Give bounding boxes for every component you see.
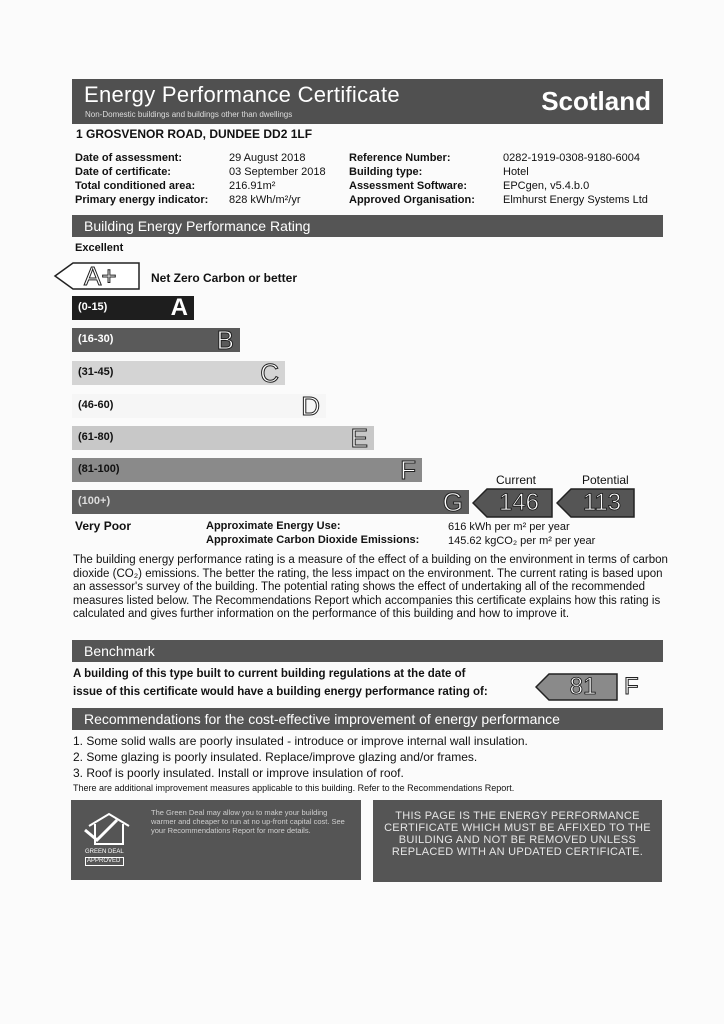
band-a xyxy=(72,296,194,320)
detail-label: Total conditioned area: xyxy=(75,180,196,192)
detail-value: 828 kWh/m²/yr xyxy=(229,194,301,206)
aplus-description: Net Zero Carbon or better xyxy=(151,271,298,285)
band-b xyxy=(72,325,240,355)
detail-value: Elmhurst Energy Systems Ltd xyxy=(503,194,648,206)
detail-label: Reference Number: xyxy=(349,152,451,164)
energy-use-value: 616 kWh per m² per year xyxy=(448,521,570,533)
recommendation-item: 1. Some solid walls are poorly insulated - introduce or improve internal wall insulation. xyxy=(73,734,528,748)
badge-line: GREEN DEAL xyxy=(85,849,124,855)
detail-value: 216.91m² xyxy=(229,180,276,192)
co2-value: 145.62 kgCO₂ per m² per year xyxy=(448,535,596,547)
band-letter: C xyxy=(260,358,279,388)
potential-rating-value: 113 xyxy=(582,489,622,516)
detail-value: 03 September 2018 xyxy=(229,166,326,178)
recommendations-list xyxy=(73,733,528,795)
rating-section-title: Building Energy Performance Rating xyxy=(84,218,311,234)
recommendation-item: 3. Roof is poorly insulated. Install or improve insulation of roof. xyxy=(73,766,404,780)
certificate-header xyxy=(72,79,663,124)
detail-label: Primary energy indicator: xyxy=(75,194,209,206)
excellent-label: Excellent xyxy=(75,242,124,254)
notice-box xyxy=(373,800,662,882)
detail-label: Date of certificate: xyxy=(75,166,171,178)
benchmark-rating-letter: F xyxy=(624,673,639,700)
detail-value: Hotel xyxy=(503,166,529,178)
recommendations-note: There are additional improvement measures applicable to this building. Refer to the Recommendations Report. xyxy=(73,783,515,793)
recommendation-item: 2. Some glazing is poorly insulated. Replace/improve glazing and/or frames. xyxy=(73,750,478,764)
property-address: 1 GROSVENOR ROAD, DUNDEE DD2 1LF xyxy=(76,127,313,141)
band-range: (61-80) xyxy=(78,431,114,443)
certificate-subtitle: Non-Domestic buildings and buildings other than dwellings xyxy=(85,110,293,119)
detail-value: 29 August 2018 xyxy=(229,152,306,164)
aplus-letter: A+ xyxy=(84,261,117,291)
very-poor-label: Very Poor xyxy=(75,519,132,533)
house-tick-icon xyxy=(83,812,135,846)
band-letter: F xyxy=(400,455,416,485)
certificate-title: Energy Performance Certificate xyxy=(84,82,400,107)
badge-line: APPROVED xyxy=(85,857,124,866)
benchmark-bar xyxy=(72,640,663,662)
energy-use-label: Approximate Energy Use: xyxy=(206,520,341,532)
band-c xyxy=(72,358,285,388)
band-letter: D xyxy=(301,391,320,421)
green-deal-text: The Green Deal may allow you to make your building warmer and cheaper to run at no up-front capital cost. See your Recommendations Report for more details. xyxy=(151,808,345,835)
recommendations-title: Recommendations for the cost-effective improvement of energy performance xyxy=(84,711,560,727)
band-f xyxy=(72,455,422,485)
detail-value: 0282-1919-0308-9180-6004 xyxy=(503,152,641,164)
band-e xyxy=(72,423,374,453)
rating-description: The building energy performance rating is a measure of the effect of a building on the environment in terms of carbon dioxide (CO₂) emissions. The better the rating, the less impact on the environment. The current rating is based upon an assessor's survey of the building. The potential rating shows the effect of undertaking all of the recommended measures listed below. The Recommendations Report which accompanies this certificate explains how this rating is calculated and gives further information on the performance of this building and how to improve it. xyxy=(73,554,668,620)
detail-label: Building type: xyxy=(349,166,423,178)
band-range: (81-100) xyxy=(78,463,120,475)
band-g xyxy=(72,487,469,517)
band-range: (0-15) xyxy=(78,301,108,313)
details-right-values xyxy=(503,151,648,207)
band-range: (100+) xyxy=(78,495,111,507)
potential-label: Potential xyxy=(582,473,629,487)
notice-text: THIS PAGE IS THE ENERGY PERFORMANCE CERTIFICATE WHICH MUST BE AFFIXED TO THE BUILDING AND NOT BE REMOVED UNLESS REPLACED WITH AN UPDATED CERTIFICATE. xyxy=(384,810,651,858)
region-label: Scotland xyxy=(541,86,651,116)
band-letter: A xyxy=(170,294,188,321)
green-deal-box xyxy=(71,800,361,880)
band-range: (16-30) xyxy=(78,333,114,345)
detail-value: EPCgen, v5.4.b.0 xyxy=(503,180,590,192)
band-range: (31-45) xyxy=(78,366,114,378)
co2-label: Approximate Carbon Dioxide Emissions: xyxy=(206,534,420,546)
band-d xyxy=(72,391,326,421)
band-letter: E xyxy=(350,423,368,453)
detail-label: Assessment Software: xyxy=(349,180,467,192)
current-rating-value: 146 xyxy=(498,489,540,516)
rating-section-bar xyxy=(72,215,663,237)
benchmark-title: Benchmark xyxy=(84,643,155,659)
detail-label: Date of assessment: xyxy=(75,152,182,164)
green-deal-badge xyxy=(85,849,124,866)
band-letter: G xyxy=(442,487,463,517)
band-range: (46-60) xyxy=(78,399,114,411)
details-left-labels xyxy=(75,151,208,207)
band-letter: B xyxy=(216,325,234,355)
recommendations-bar xyxy=(72,708,663,730)
details-right-labels xyxy=(349,151,475,207)
detail-label: Approved Organisation: xyxy=(349,194,475,206)
details-left-values xyxy=(229,151,326,207)
benchmark-line-2: issue of this certificate would have a building energy performance rating of: xyxy=(73,686,488,698)
benchmark-rating-value: 81 xyxy=(569,673,597,700)
benchmark-line-1: A building of this type built to current building regulations at the date of xyxy=(73,668,466,680)
current-label: Current xyxy=(496,473,537,487)
